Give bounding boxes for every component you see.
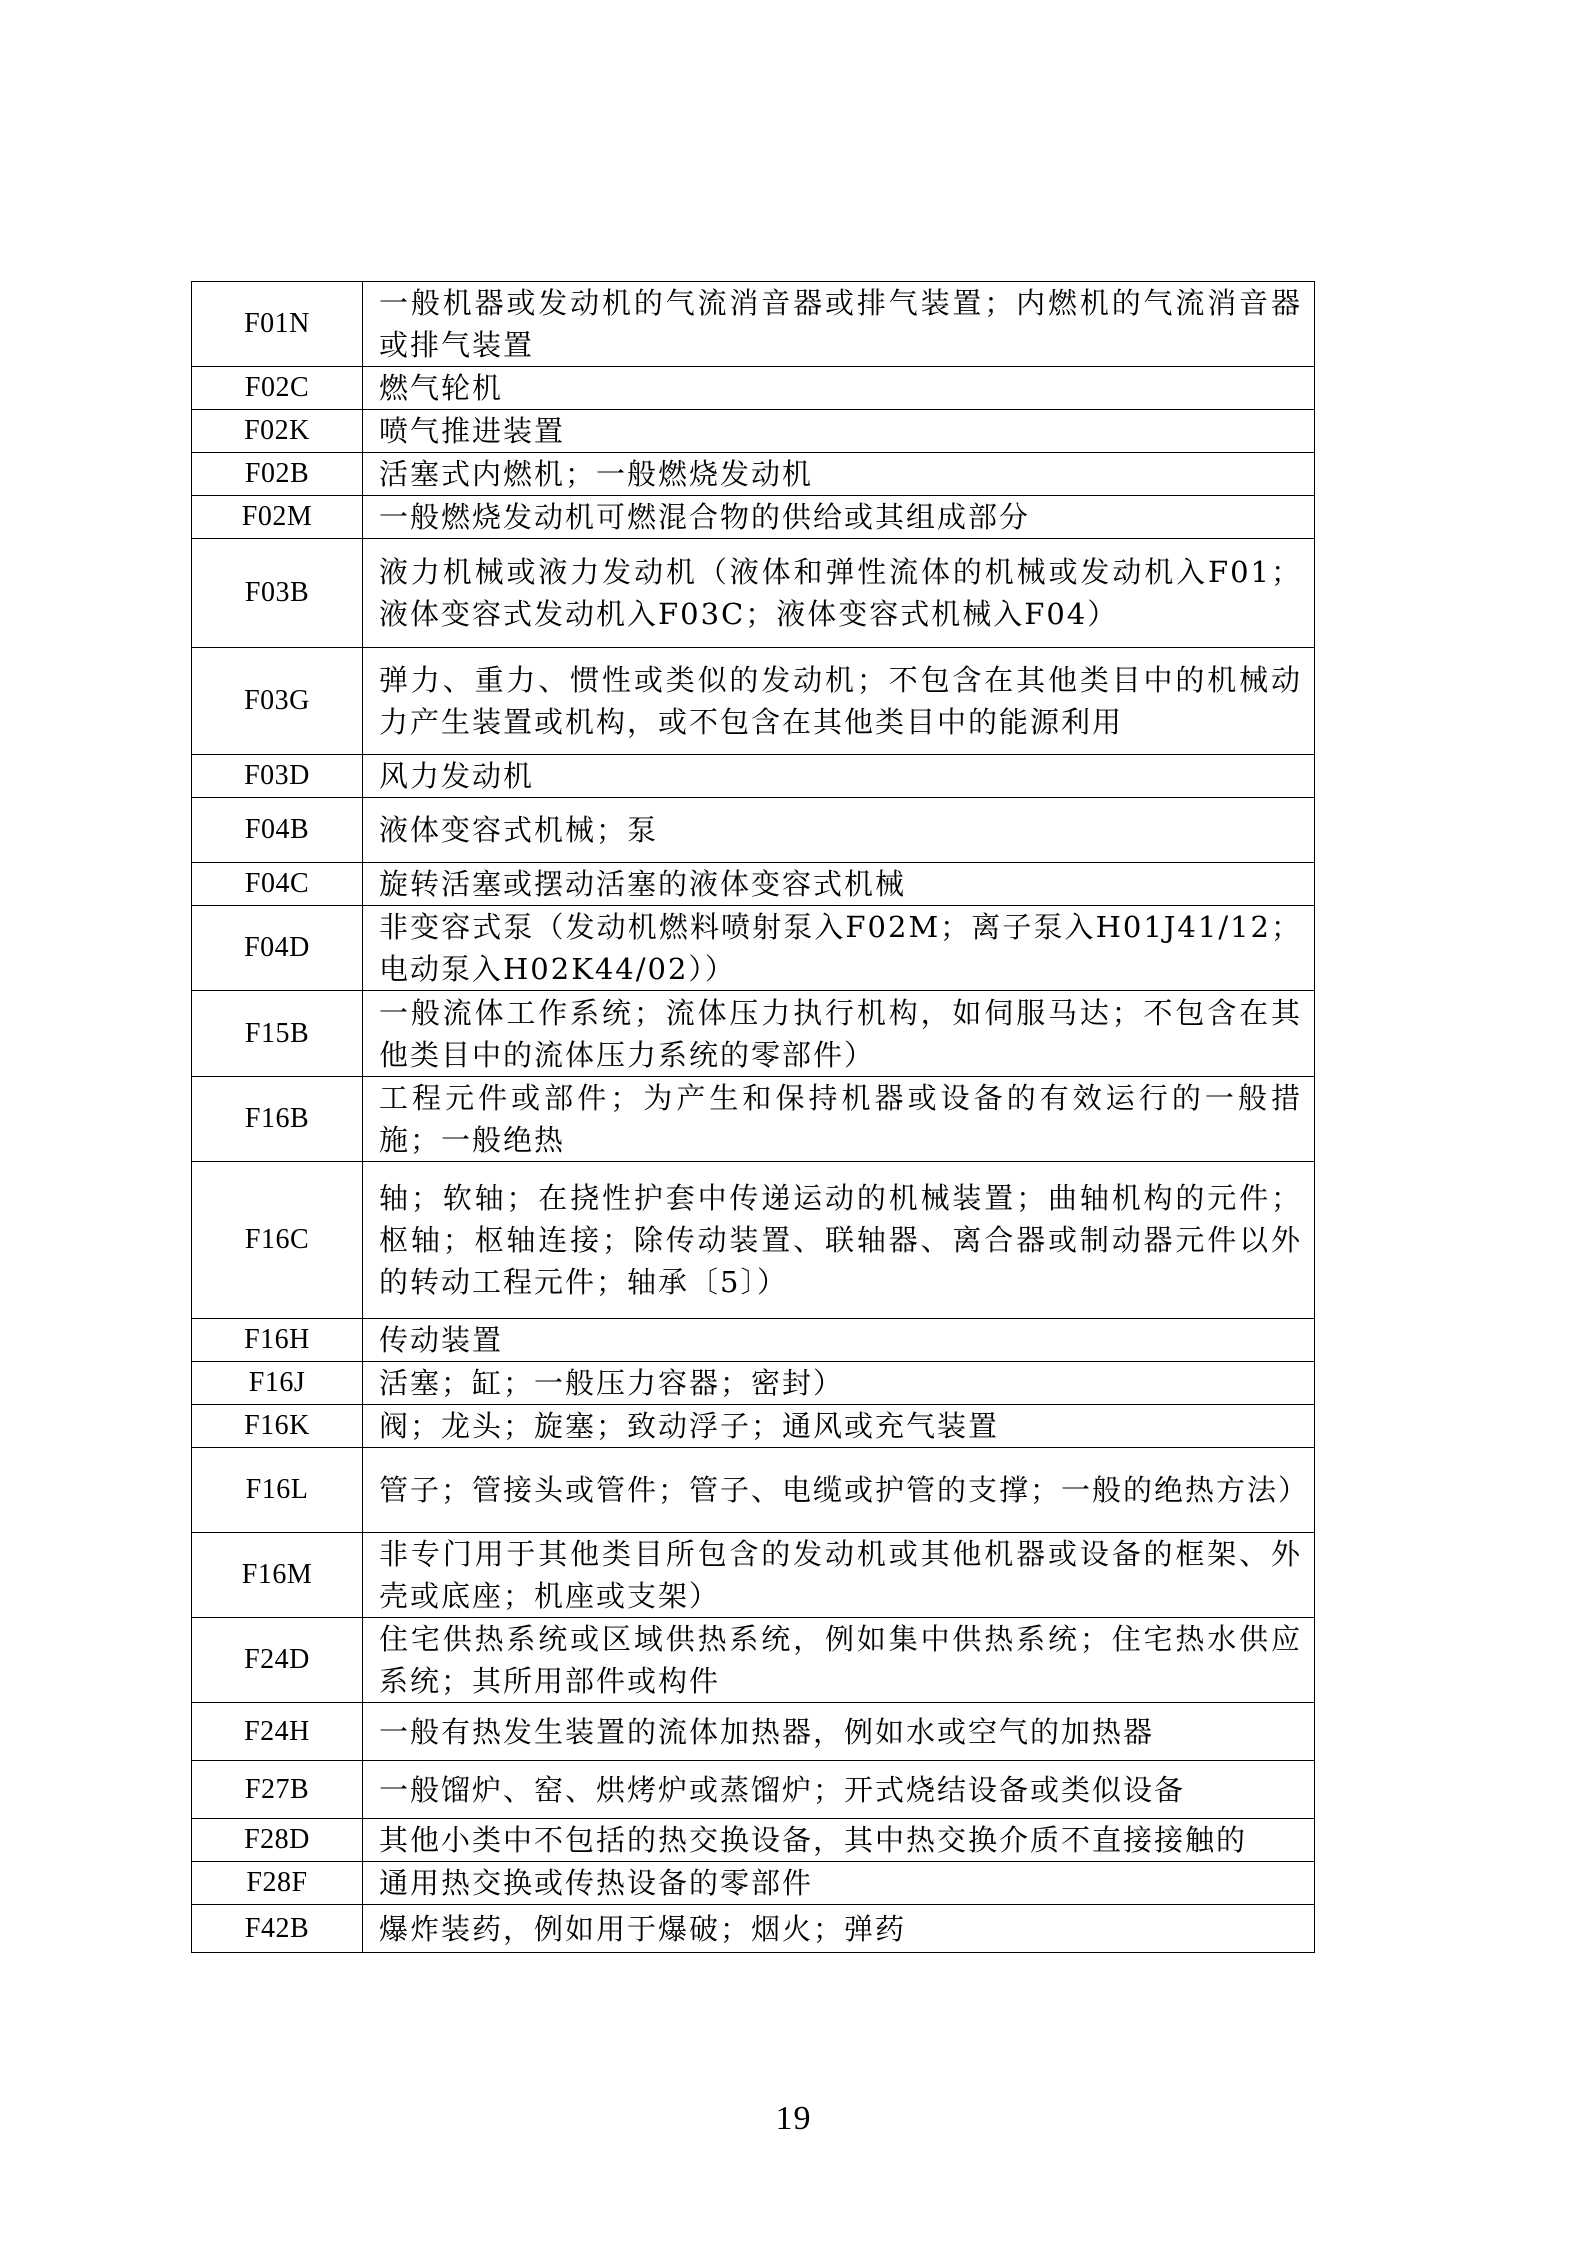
table-row xyxy=(192,1905,1315,1953)
class-description: 燃气轮机 xyxy=(363,367,1315,410)
class-code: F02M xyxy=(192,496,363,539)
class-description: 住宅供热系统或区域供热系统，例如集中供热系统；住宅热水供应系统；其所用部件或构件 xyxy=(363,1618,1315,1703)
class-code: F16B xyxy=(192,1077,363,1162)
class-description: 爆炸装药，例如用于爆破；烟火；弹药 xyxy=(363,1905,1315,1953)
class-description: 管子；管接头或管件；管子、电缆或护管的支撑；一般的绝热方法） xyxy=(363,1448,1315,1533)
class-code: F24D xyxy=(192,1618,363,1703)
class-code: F03G xyxy=(192,648,363,755)
class-description: 一般有热发生装置的流体加热器，例如水或空气的加热器 xyxy=(363,1703,1315,1761)
class-description: 一般馏炉、窑、烘烤炉或蒸馏炉；开式烧结设备或类似设备 xyxy=(363,1761,1315,1819)
table-row xyxy=(192,1819,1315,1862)
class-description: 液体变容式机械；泵 xyxy=(363,798,1315,863)
class-code: F02C xyxy=(192,367,363,410)
class-code: F16K xyxy=(192,1405,363,1448)
class-code: F27B xyxy=(192,1761,363,1819)
class-description: 轴；软轴；在挠性护套中传递运动的机械装置；曲轴机构的元件；枢轴；枢轴连接；除传动装置、联轴器、离合器或制动器元件以外的转动工程元件；轴承〔5〕） xyxy=(363,1162,1315,1319)
class-description: 液力机械或液力发动机（液体和弹性流体的机械或发动机入F01；液体变容式发动机入F03C；液体变容式机械入F04） xyxy=(363,539,1315,648)
class-code: F24H xyxy=(192,1703,363,1761)
table-row xyxy=(192,1761,1315,1819)
class-code: F03B xyxy=(192,539,363,648)
class-description: 活塞式内燃机；一般燃烧发动机 xyxy=(363,453,1315,496)
class-description: 其他小类中不包括的热交换设备，其中热交换介质不直接接触的 xyxy=(363,1819,1315,1862)
class-code: F28F xyxy=(192,1862,363,1905)
table-row xyxy=(192,282,1315,367)
table-row xyxy=(192,496,1315,539)
table-row xyxy=(192,410,1315,453)
class-code: F04C xyxy=(192,863,363,906)
class-code: F04B xyxy=(192,798,363,863)
table-row xyxy=(192,755,1315,798)
table-row xyxy=(192,1703,1315,1761)
table-row xyxy=(192,1448,1315,1533)
table-row xyxy=(192,1862,1315,1905)
class-code: F16C xyxy=(192,1162,363,1319)
class-description: 旋转活塞或摆动活塞的液体变容式机械 xyxy=(363,863,1315,906)
table-row xyxy=(192,863,1315,906)
table-row xyxy=(192,1362,1315,1405)
class-code: F42B xyxy=(192,1905,363,1953)
table-row xyxy=(192,648,1315,755)
class-description: 一般燃烧发动机可燃混合物的供给或其组成部分 xyxy=(363,496,1315,539)
class-code: F16J xyxy=(192,1362,363,1405)
table-row xyxy=(192,1405,1315,1448)
class-code: F16H xyxy=(192,1319,363,1362)
class-code: F16L xyxy=(192,1448,363,1533)
class-code: F28D xyxy=(192,1819,363,1862)
table-row xyxy=(192,1533,1315,1618)
class-description: 一般流体工作系统；流体压力执行机构，如伺服马达；不包含在其他类目中的流体压力系统的零部件） xyxy=(363,991,1315,1077)
class-description: 非变容式泵（发动机燃料喷射泵入F02M；离子泵入H01J41/12；电动泵入H02K44/02）） xyxy=(363,906,1315,991)
class-description: 非专门用于其他类目所包含的发动机或其他机器或设备的框架、外壳或底座；机座或支架） xyxy=(363,1533,1315,1618)
class-code: F02B xyxy=(192,453,363,496)
class-code: F16M xyxy=(192,1533,363,1618)
table-row xyxy=(192,991,1315,1077)
table-row xyxy=(192,453,1315,496)
table-row xyxy=(192,906,1315,991)
class-description: 通用热交换或传热设备的零部件 xyxy=(363,1862,1315,1905)
class-description: 活塞；缸；一般压力容器；密封） xyxy=(363,1362,1315,1405)
class-code: F03D xyxy=(192,755,363,798)
class-description: 一般机器或发动机的气流消音器或排气装置；内燃机的气流消音器或排气装置 xyxy=(363,282,1315,367)
table-row xyxy=(192,539,1315,648)
class-description: 阀；龙头；旋塞；致动浮子；通风或充气装置 xyxy=(363,1405,1315,1448)
table-row xyxy=(192,1077,1315,1162)
table-row xyxy=(192,1319,1315,1362)
class-description: 传动装置 xyxy=(363,1319,1315,1362)
class-description: 弹力、重力、惯性或类似的发动机；不包含在其他类目中的机械动力产生装置或机构，或不包含在其他类目中的能源利用 xyxy=(363,648,1315,755)
class-description: 喷气推进装置 xyxy=(363,410,1315,453)
classification-table xyxy=(191,281,1315,1953)
class-description: 工程元件或部件；为产生和保持机器或设备的有效运行的一般措施；一般绝热 xyxy=(363,1077,1315,1162)
class-description: 风力发动机 xyxy=(363,755,1315,798)
table-row xyxy=(192,367,1315,410)
page-number: 19 xyxy=(775,2100,812,2137)
class-code: F04D xyxy=(192,906,363,991)
class-code: F01N xyxy=(192,282,363,367)
class-code: F15B xyxy=(192,991,363,1077)
table-row xyxy=(192,1162,1315,1319)
table-row xyxy=(192,798,1315,863)
class-code: F02K xyxy=(192,410,363,453)
table-row xyxy=(192,1618,1315,1703)
